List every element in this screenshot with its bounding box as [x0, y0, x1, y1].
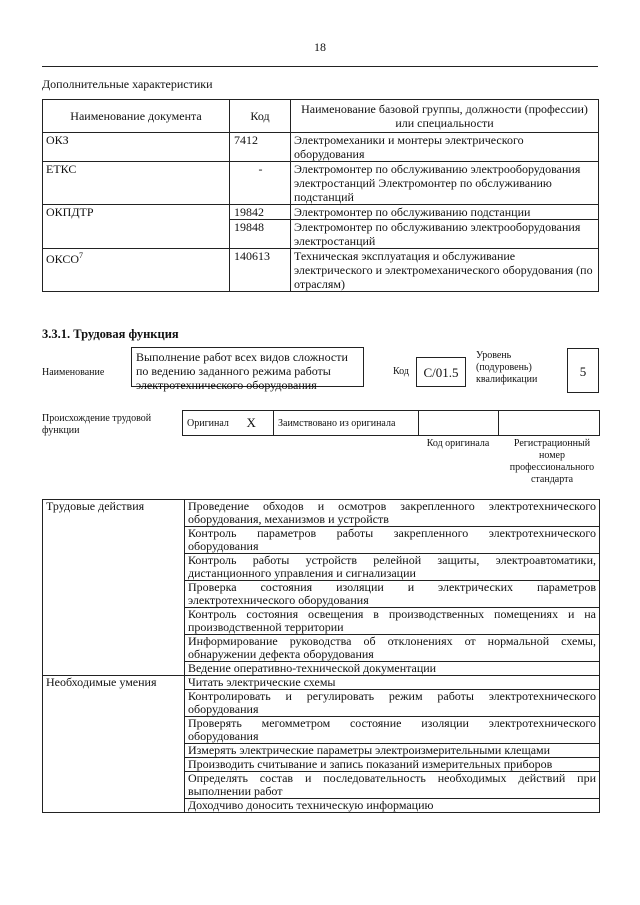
- col-header-name: Наименование базовой группы, должности (профессии) или специальности: [291, 100, 599, 133]
- code-cell: 7412: [230, 133, 291, 162]
- table-row: [43, 133, 599, 162]
- borrowed-cell: Заимствовано из оригинала: [274, 411, 419, 436]
- list-item: Проведение обходов и осмотров закрепленного электротехнического оборудования, механизмов и устройств: [185, 500, 600, 527]
- origin-table: [182, 410, 600, 436]
- code-cell: 19848: [230, 220, 291, 249]
- code-label: Код: [393, 366, 409, 377]
- labor-actions-table: [42, 499, 600, 813]
- list-item: Контроль работы устройств релейной защиты, электроавтоматики, дистанционного управления и сигнализации: [185, 554, 600, 581]
- category-cell: Трудовые действия: [43, 500, 185, 676]
- doc-cell: ОКПДТР: [43, 205, 230, 249]
- name-cell: Электромонтер по обслуживанию подстанции: [291, 205, 599, 220]
- col-header-code: Код: [230, 100, 291, 133]
- table-row: [43, 500, 600, 527]
- table-row: [43, 249, 599, 292]
- original-code-caption: Код оригинала: [426, 438, 490, 449]
- name-cell: Электромеханики и монтеры электрического оборудования: [291, 133, 599, 162]
- origin-cell: Оригинал: [183, 411, 243, 436]
- code-cell: -: [230, 162, 291, 205]
- list-item: Производить считывание и запись показаний измерительных приборов: [185, 758, 600, 772]
- doc-cell: [43, 249, 230, 292]
- document-codes-table: [42, 99, 599, 292]
- name-cell: Электромонтер по обслуживанию электрооборудования электростанций: [291, 220, 599, 249]
- name-cell: Техническая эксплуатация и обслуживание электрического и электромеханического оборудования (по отраслям): [291, 249, 599, 292]
- page-number: 18: [314, 40, 326, 54]
- list-item: Доходчиво доносить техническую информацию: [185, 799, 600, 813]
- registration-number-caption: Регистрационный номер профессионального стандарта: [509, 438, 595, 485]
- list-item: Ведение оперативно-технической документации: [185, 662, 600, 676]
- original-code-cell: [419, 411, 499, 436]
- list-item: Читать электрические схемы: [185, 676, 600, 690]
- category-cell: Необходимые умения: [43, 676, 185, 813]
- table-row: [43, 162, 599, 205]
- header-divider: [42, 66, 598, 67]
- list-item: Контроль состояния освещения в производственных помещениях и на производственной территории: [185, 608, 600, 635]
- footnote-mark: 7: [79, 251, 84, 260]
- doc-name: ОКСО: [46, 252, 80, 266]
- name-label: Наименование: [42, 367, 105, 378]
- doc-cell: ОКЗ: [43, 133, 230, 162]
- additional-characteristics-heading: Дополнительные характеристики: [42, 77, 213, 91]
- list-item: Определять состав и последовательность необходимых действий при выполнении работ: [185, 772, 600, 799]
- name-cell: Электромонтер по обслуживанию электрооборудования электростанций Электромонтер по обслуживанию подстанций: [291, 162, 599, 205]
- section-title: 3.3.1. Трудовая функция: [42, 327, 179, 341]
- list-item: Проверять мегомметром состояние изоляции электротехнического оборудования: [185, 717, 600, 744]
- list-item: Проверка состояния изоляции и электрических параметров электротехнического оборудования: [185, 581, 600, 608]
- table-row: [43, 205, 599, 220]
- list-item: Измерять электрические параметры электроизмерительными клещами: [185, 744, 600, 758]
- origin-label: Происхождение трудовой функции: [42, 413, 152, 436]
- registration-number-cell: [499, 411, 600, 436]
- code-cell: 19842: [230, 205, 291, 220]
- level-box: 5: [567, 348, 599, 393]
- list-item: Контроль параметров работы закрепленного электротехнического оборудования: [185, 527, 600, 554]
- list-item: Информирование руководства об отклонениях от нормальной схемы, обнаружении дефекта оборудования: [185, 635, 600, 662]
- doc-cell: ЕТКС: [43, 162, 230, 205]
- list-item: Контролировать и регулировать режим работы электротехнического оборудования: [185, 690, 600, 717]
- function-name-box: Выполнение работ всех видов сложности по ведению заданного режима работы электротехнического оборудования: [131, 347, 364, 387]
- code-cell: 140613: [230, 249, 291, 292]
- function-code-box: C/01.5: [416, 357, 466, 387]
- origin-mark: X: [243, 411, 274, 436]
- level-label: Уровень (подуровень) квалификации: [476, 350, 538, 385]
- table-row: [43, 676, 600, 690]
- col-header-document: Наименование документа: [43, 100, 230, 133]
